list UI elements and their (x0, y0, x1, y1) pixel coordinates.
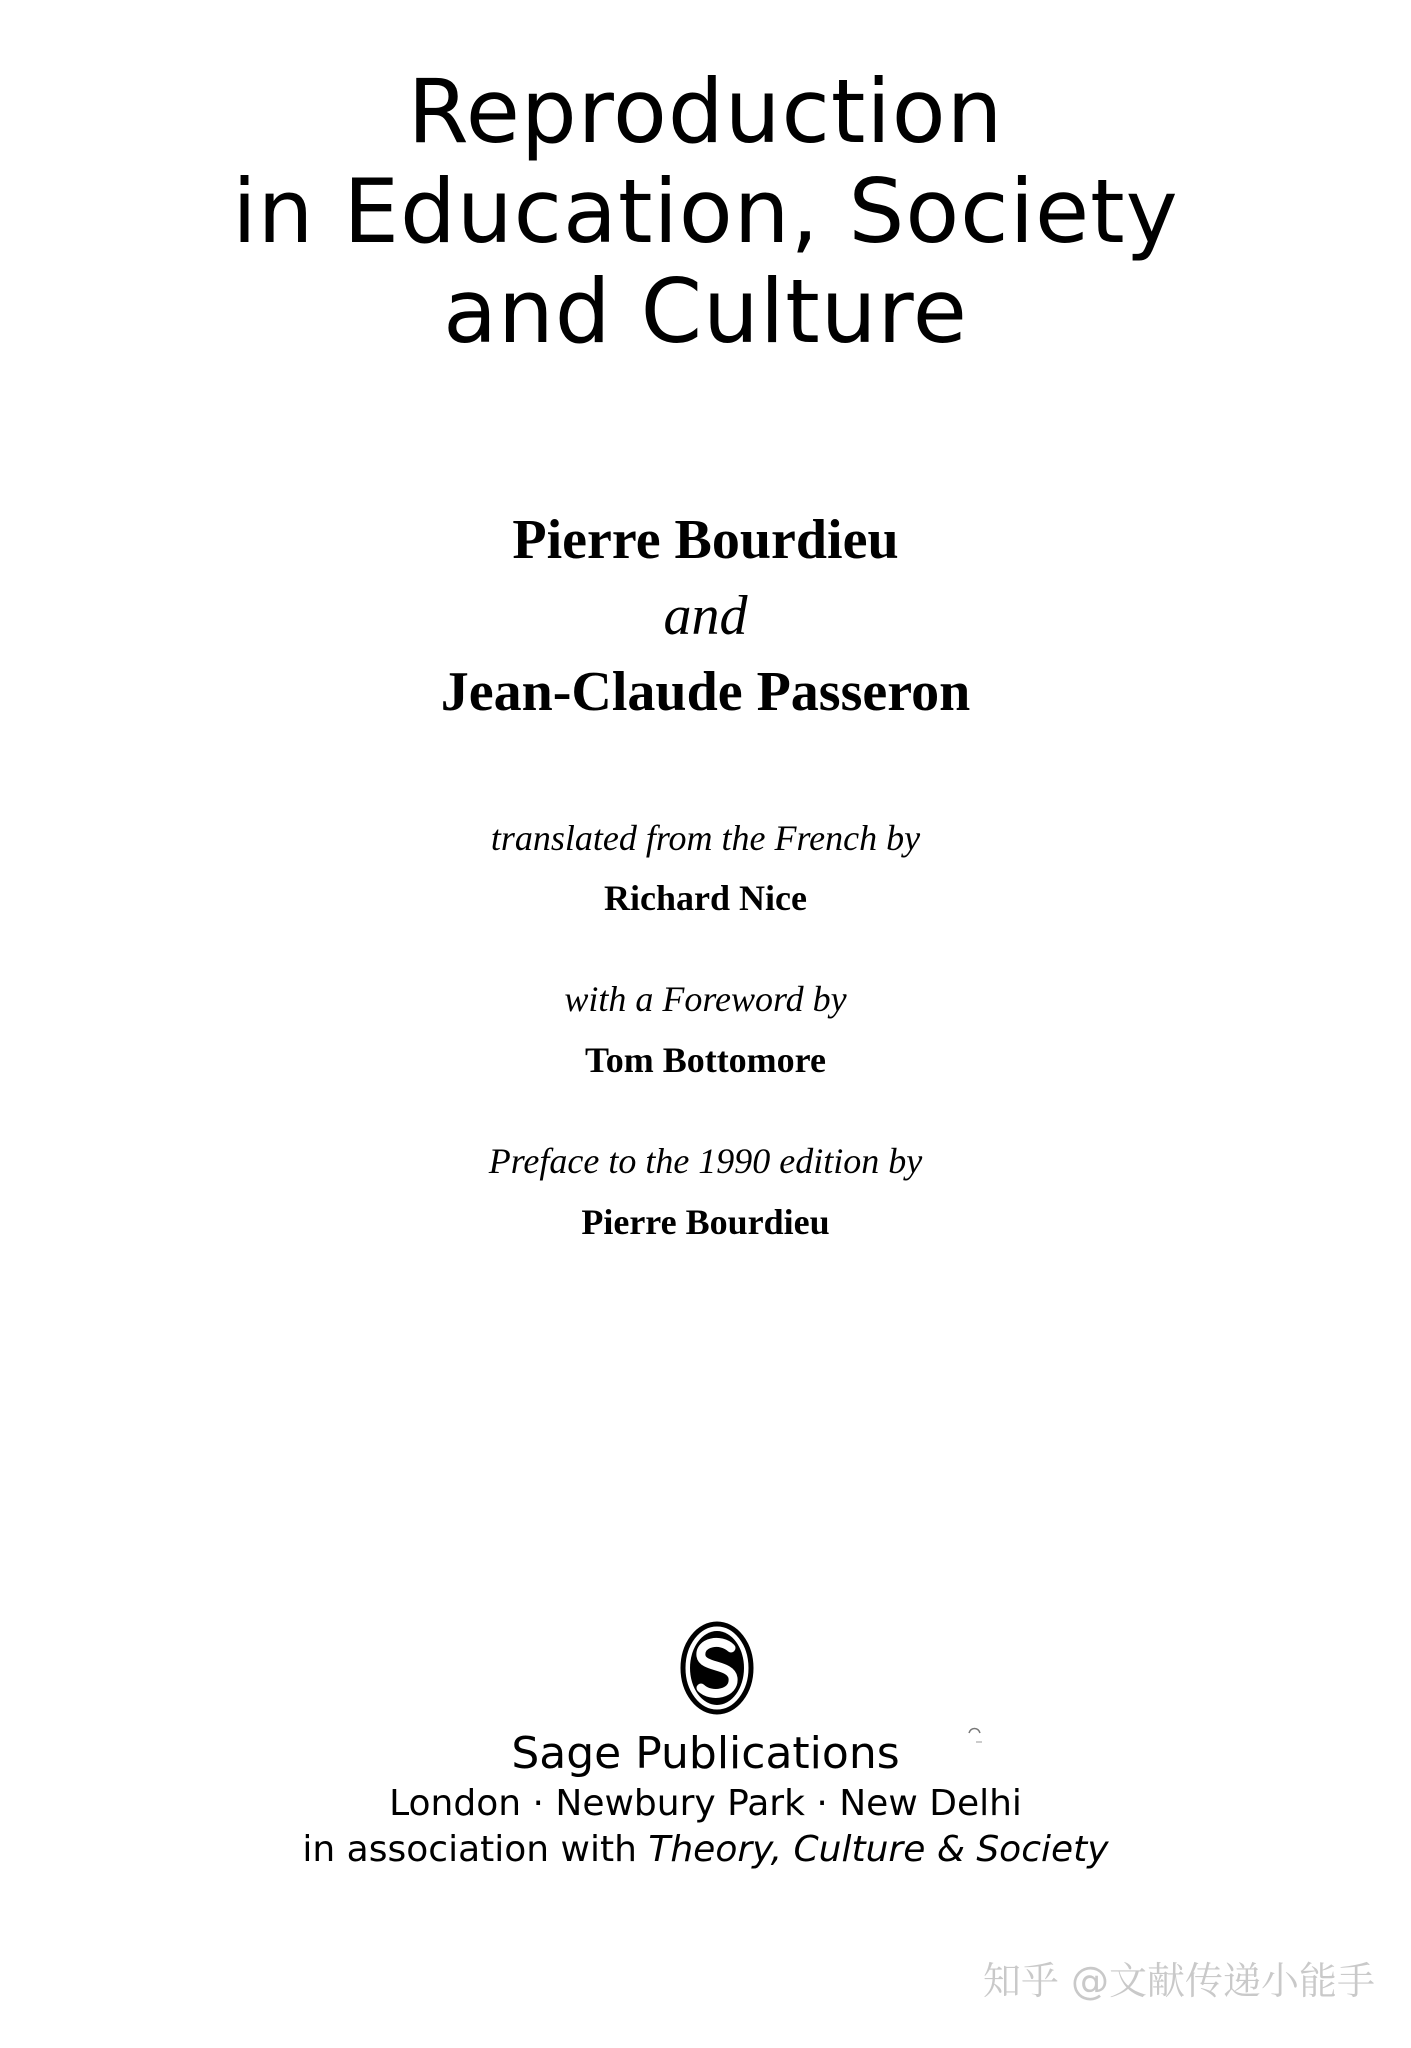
translator-label: translated from the French by (490, 818, 921, 858)
publisher-cities: London · Newbury Park · New Delhi (389, 1783, 1022, 1824)
book-title-line-1: Reproduction (407, 60, 1004, 163)
foreword-label: with a Foreword by (564, 979, 847, 1019)
sage-logo-icon (679, 1620, 755, 1716)
watermark: 知乎 @文献传递小能手 (982, 1959, 1375, 2003)
author-conjunction: and (663, 585, 748, 647)
preface-author: Pierre Bourdieu (581, 1202, 830, 1242)
book-title-line-3: and Culture (443, 260, 968, 363)
preface-label: Preface to the 1990 edition by (488, 1141, 923, 1181)
author-second: Jean-Claude Passeron (440, 661, 971, 723)
foreword-author: Tom Bottomore (585, 1040, 826, 1080)
publisher-association (0, 1828, 1411, 1872)
association-prefix: in association with (302, 1829, 649, 1870)
publisher-name: Sage Publications (511, 1728, 900, 1779)
author-first: Pierre Bourdieu (512, 509, 899, 571)
book-title-line-2: in Education, Society (232, 160, 1179, 263)
translator-name: Richard Nice (604, 878, 807, 918)
association-title: Theory, Culture & Society (648, 1829, 1109, 1870)
